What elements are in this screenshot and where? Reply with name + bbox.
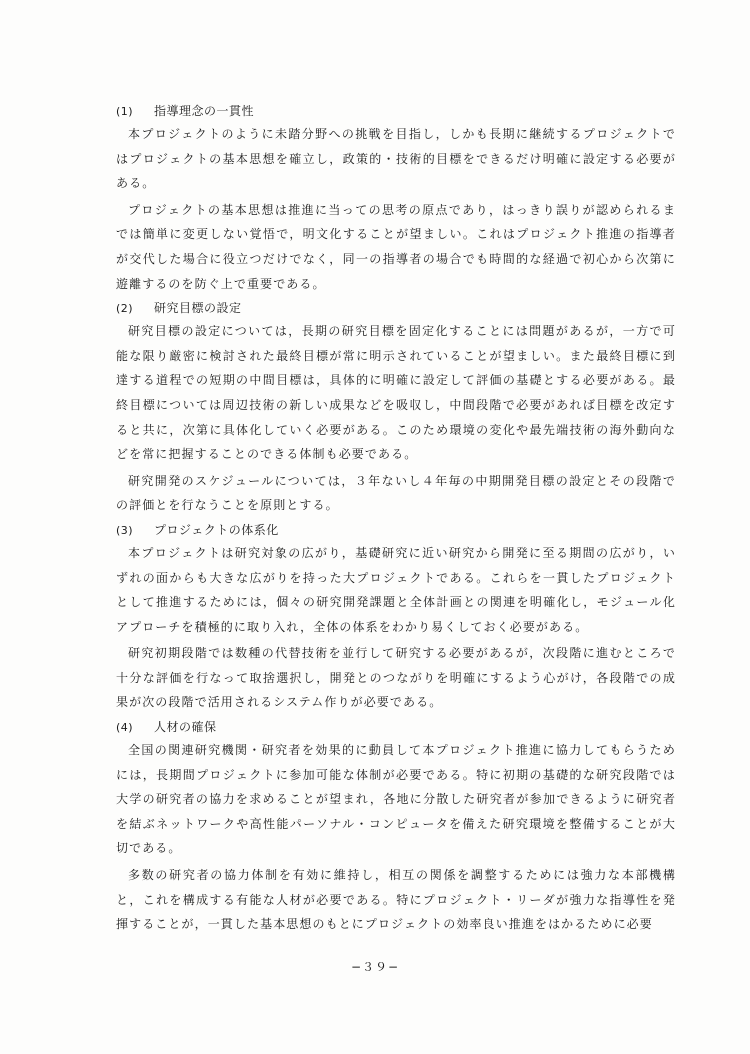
section-title: 人材の確保 [154, 720, 217, 735]
paragraph: プロジェクトの基本思想は推進に当っての思考の原点であり，はっきり誤りが認められるまでは簡単に変更しない覚悟で，明文化することが望ましい。これはプロジェクト推進の指導者が交代した場合に役立つだけでなく，同一の指導者の場合でも時間的な経過で初心から次第に遊離するのを防ぐ上で重要である。 [116, 202, 676, 291]
document-body [116, 101, 676, 939]
section-number: (2) [116, 302, 134, 316]
paragraph: 多数の研究者の協力体制を有効に維持し，相互の関係を調整するためには強力な本部機構と，これを構成する有能な人材が必要である。特にプロジェクト・リーダが強力な指導性を発揮することが，一貫した基本思想のもとにプロジェクトの効率良い推進をはかるために必要 [116, 868, 676, 932]
section-heading [116, 101, 676, 122]
page-number: −３９− [350, 960, 400, 974]
section-title: 研究目標の設定 [154, 301, 242, 316]
section-1 [116, 101, 676, 296]
section-title: プロジェクトの体系化 [154, 522, 279, 537]
section-number: (3) [116, 523, 134, 537]
section-heading [116, 298, 676, 319]
section-3 [116, 520, 676, 715]
paragraph: 全国の関連研究機関・研究者を効果的に動員して本プロジェクト推進に協力してもらうためには，長期間プロジェクトに参加可能な体制が必要である。特に初期の基礎的な研究段階では大学の研究者の協力を求めることが望まれ，各地に分散した研究者が参加できるように研究者を結ぶネットワークや高性能パーソナル・コンピュータを備えた研究環境を整備することが大切である。 [116, 743, 676, 856]
paragraph: 本プロジェクトは研究対象の広がり，基礎研究に近い研究から開発に至る期間の広がり，いずれの面からも大きな広がりを持った大プロジェクトである。これらを一貫したプロジェクトとして推進するためには，個々の研究開発課題と全体計画との関連を明確化し，モジュール化アプローチを積極的に取り入れ，全体の体系をわかり易くしておく必要がある。 [116, 545, 676, 634]
section-number: (4) [116, 721, 134, 735]
section-heading [116, 520, 676, 541]
paragraph: 研究初期段階では数種の代替技術を並行して研究する必要があるが，次段階に進むところで十分な評価を行なって取捨選択し，開発とのつながりを明確にするよう心がけ，各段階での成果が次の段階で活用されるシステム作りが必要である。 [116, 646, 676, 710]
section-4 [116, 717, 676, 937]
paragraph: 本プロジェクトのように未踏分野への挑戦を目指し，しかも長期に継続するプロジェクトではプロジェクトの基本思想を確立し，政策的・技術的目標をできるだけ明確に設定する必要がある。 [116, 127, 676, 191]
section-heading [116, 717, 676, 738]
paragraph: 研究開発のスケジュールについては，３年ないし４年毎の中期開発目標の設定とその段階での評価とを行なうことを原則とする。 [116, 473, 676, 513]
paragraph: 研究目標の設定については，長期の研究目標を固定化することには問題があるが，一方で可能な限り厳密に検討された最終目標が常に明示されていることが望ましい。また最終目標に到達する道程での短期の中間目標は，具体的に明確に設定して評価の基礎とする必要がある。最終目標については周辺技術の新しい成果などを吸収し，中間段階で必要があれば目標を改定すると共に，次第に具体化していく必要がある。このため環境の変化や最先端技術の海外動向などを常に把握することのできる体制も必要である。 [116, 324, 676, 462]
section-2 [116, 298, 676, 518]
section-title: 指導理念の一貫性 [154, 104, 255, 118]
section-number: (1) [116, 105, 134, 118]
